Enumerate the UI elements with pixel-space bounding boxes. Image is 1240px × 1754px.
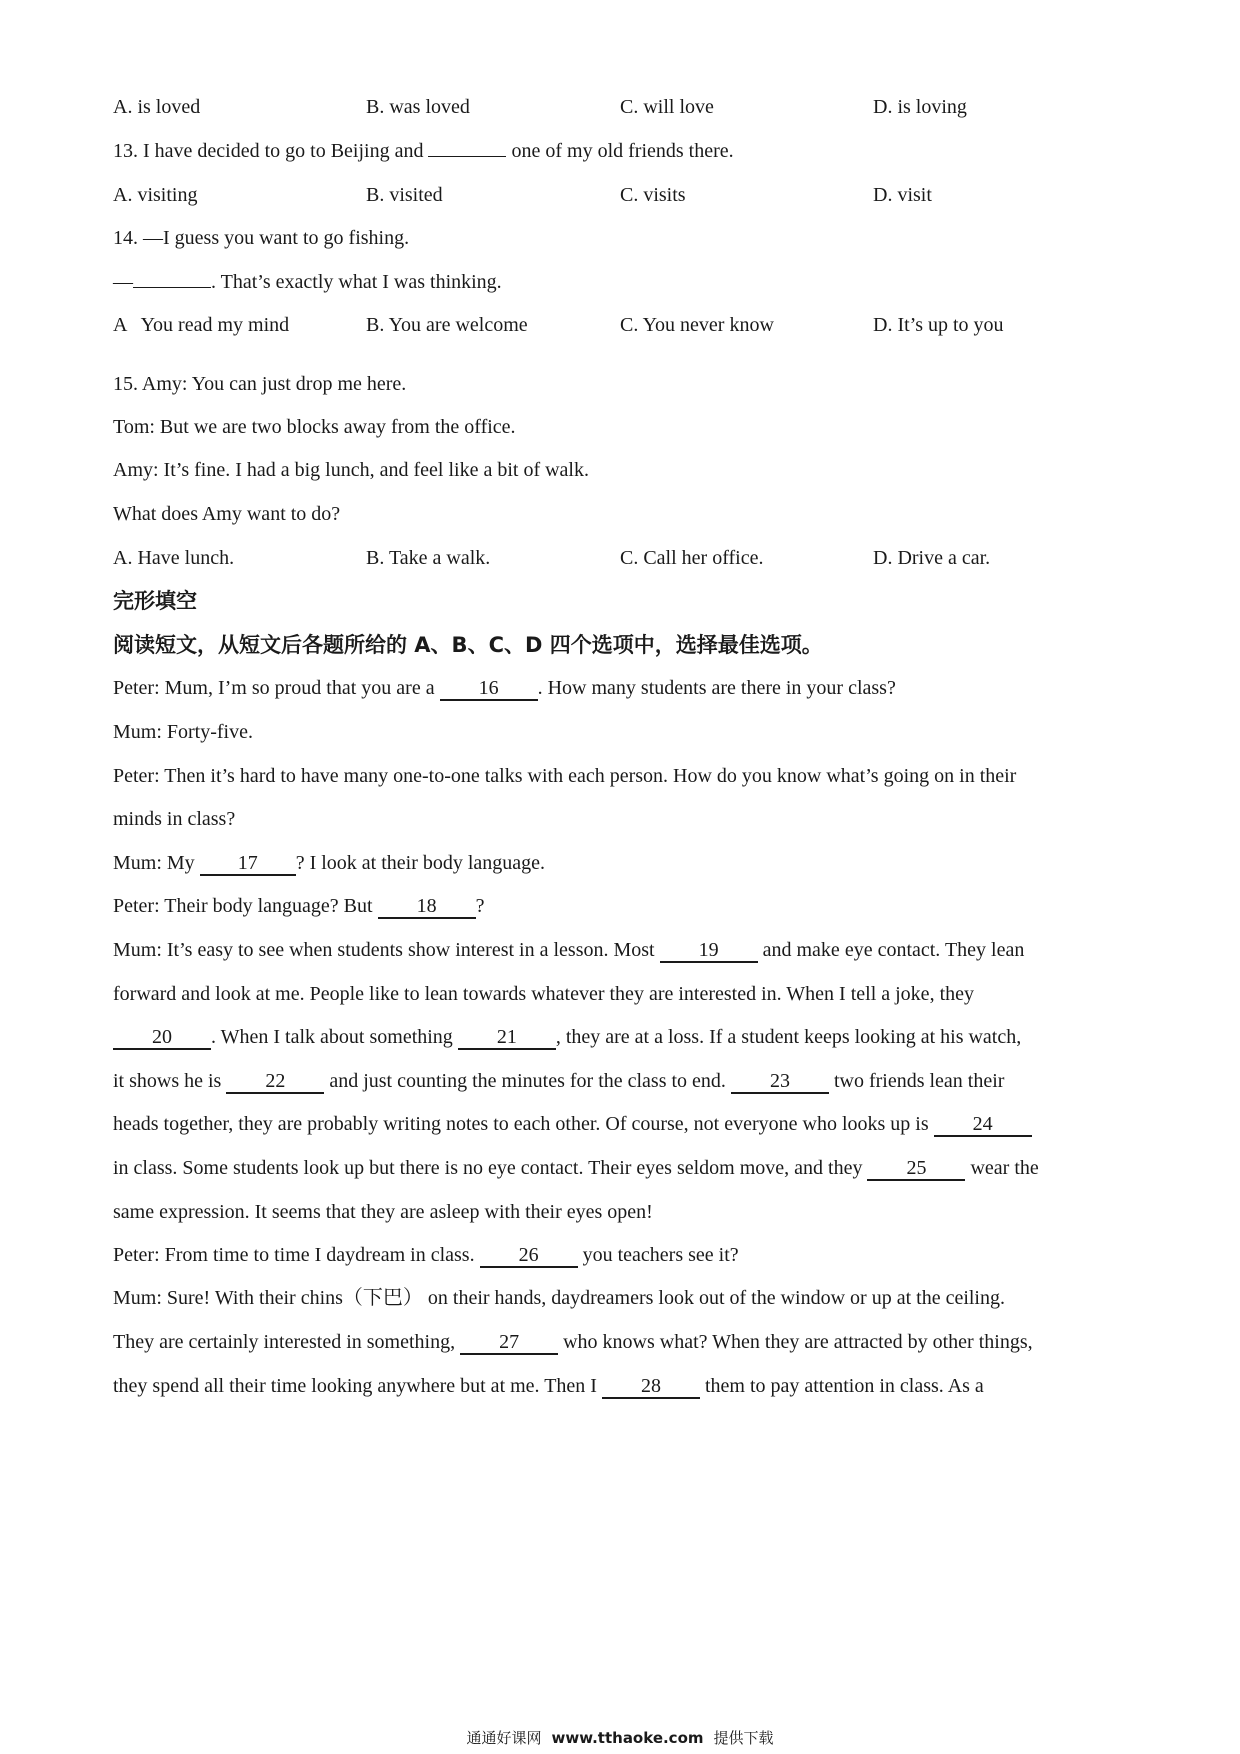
cloze-text: Peter: From time to time I daydream in class. xyxy=(113,1244,480,1266)
blank-19: 19 xyxy=(660,939,758,963)
q15-options xyxy=(113,544,1133,572)
q12-option-d: D. is loving xyxy=(873,96,967,118)
footer-download-text: 提供下载 xyxy=(713,1729,774,1747)
q15-option-c: C. Call her office. xyxy=(620,547,764,569)
q13-option-a: A. visiting xyxy=(113,184,198,206)
cloze-text: . How many students are there in your class? xyxy=(537,677,896,699)
cloze-text: ? xyxy=(475,895,485,917)
cloze-line-4: minds in class? xyxy=(113,808,236,830)
q14-option-c: C. You never know xyxy=(620,314,774,336)
cloze-text: you teachers see it? xyxy=(577,1244,739,1266)
footer-site-name: 通通好课网 xyxy=(466,1729,542,1747)
q14-dash: — xyxy=(113,271,133,293)
q12-option-a: A. is loved xyxy=(113,96,201,118)
cloze-text: two friends lean their xyxy=(828,1070,1005,1092)
blank-16: 16 xyxy=(440,677,538,701)
q14-line1: 14. —I guess you want to go fishing. xyxy=(113,227,410,249)
cloze-line-14 xyxy=(113,1241,739,1269)
blank-28: 28 xyxy=(602,1375,700,1399)
cloze-text: They are certainly interested in something, xyxy=(113,1331,461,1353)
q14-blank xyxy=(133,269,211,288)
q12-options xyxy=(113,93,1133,121)
blank-20: 20 xyxy=(113,1026,211,1050)
blank-25: 25 xyxy=(867,1157,965,1181)
q13-blank xyxy=(428,138,506,157)
cloze-line-10 xyxy=(113,1067,1004,1095)
footer-url[interactable]: www.tthaoke.com xyxy=(551,1729,704,1747)
q13-stem-text: 13. I have decided to go to Beijing and xyxy=(113,140,429,162)
cloze-line-3: Peter: Then it’s hard to have many one-to-one talks with each person. How do you know what’s going on in their xyxy=(113,765,1017,787)
q13-option-c: C. visits xyxy=(620,184,686,206)
cloze-text: Peter: Their body language? But xyxy=(113,895,378,917)
cloze-line-12 xyxy=(113,1154,1039,1182)
blank-21: 21 xyxy=(458,1026,556,1050)
cloze-line-11 xyxy=(113,1110,1032,1138)
q13-stem xyxy=(113,137,734,165)
blank-22: 22 xyxy=(226,1070,324,1094)
q15-option-b: B. Take a walk. xyxy=(366,547,491,569)
cloze-line-6 xyxy=(113,892,484,920)
q13-stem-text-after: one of my old friends there. xyxy=(506,140,734,162)
blank-23: 23 xyxy=(731,1070,829,1094)
q12-option-b: B. was loved xyxy=(366,96,470,118)
q13-option-d: D. visit xyxy=(873,184,932,206)
blank-27: 27 xyxy=(460,1331,558,1355)
cloze-text: Mum: It’s easy to see when students show interest in a lesson. Most xyxy=(113,939,660,961)
cloze-text: Peter: Mum, I’m so proud that you are a xyxy=(113,677,440,699)
cloze-line-9 xyxy=(113,1023,1021,1051)
q15-line2: Tom: But we are two blocks away from the office. xyxy=(113,416,516,438)
q15-line1: 15. Amy: You can just drop me here. xyxy=(113,373,407,395)
q14-option-a: A You read my mind xyxy=(113,314,290,336)
q15-question: What does Amy want to do? xyxy=(113,503,341,525)
blank-26: 26 xyxy=(480,1244,578,1268)
q15-line3: Amy: It’s fine. I had a big lunch, and feel like a bit of walk. xyxy=(113,459,589,481)
cloze-text: Mum: My xyxy=(113,852,200,874)
q13-option-b: B. visited xyxy=(366,184,443,206)
cloze-line-16 xyxy=(113,1328,1033,1356)
q14-line2-text: . That’s exactly what I was thinking. xyxy=(211,271,502,293)
cloze-text: wear the xyxy=(965,1157,1039,1179)
q15-option-d: D. Drive a car. xyxy=(873,547,991,569)
cloze-text: them to pay attention in class. As a xyxy=(699,1375,984,1397)
cloze-text: and just counting the minutes for the class to end. xyxy=(324,1070,731,1092)
section-instruction: 阅读短文，从短文后各题所给的 A、B、C、D 四个选项中，选择最佳选项。 xyxy=(113,633,823,657)
cloze-line-1 xyxy=(113,674,896,702)
cloze-text: and make eye contact. They lean xyxy=(757,939,1025,961)
q13-options xyxy=(113,181,1133,209)
cloze-text: . When I talk about something xyxy=(211,1026,458,1048)
cloze-text: it shows he is xyxy=(113,1070,227,1092)
section-title: 完形填空 xyxy=(113,589,197,613)
cloze-text: they spend all their time looking anywhere but at me. Then I xyxy=(113,1375,602,1397)
cloze-line-17 xyxy=(113,1372,984,1400)
cloze-line-8: forward and look at me. People like to lean towards whatever they are interested in. When I tell a joke, they xyxy=(113,983,974,1005)
q14-line2 xyxy=(113,268,502,296)
cloze-line-5 xyxy=(113,849,545,877)
blank-18: 18 xyxy=(378,895,476,919)
q14-option-b: B. You are welcome xyxy=(366,314,528,336)
cloze-line-2: Mum: Forty-five. xyxy=(113,721,253,743)
q12-option-c: C. will love xyxy=(620,96,714,118)
cloze-text: , they are at a loss. If a student keeps looking at his watch, xyxy=(555,1026,1022,1048)
cloze-line-13: same expression. It seems that they are asleep with their eyes open! xyxy=(113,1201,653,1223)
cloze-text: heads together, they are probably writing notes to each other. Of course, not everyone who looks up is xyxy=(113,1113,934,1135)
cloze-text: who knows what? When they are attracted by other things, xyxy=(558,1331,1033,1353)
cloze-line-7 xyxy=(113,936,1024,964)
cloze-line-15: Mum: Sure! With their chins（下巴） on their hands, daydreamers look out of the window or up at the ceiling. xyxy=(113,1287,1005,1309)
cloze-text: ? I look at their body language. xyxy=(295,852,546,874)
blank-24: 24 xyxy=(934,1113,1032,1137)
q14-option-d: D. It’s up to you xyxy=(873,314,1004,336)
q15-option-a: A. Have lunch. xyxy=(113,547,235,569)
page-footer xyxy=(0,1727,1240,1748)
cloze-text: in class. Some students look up but there is no eye contact. Their eyes seldom move, and they xyxy=(113,1157,868,1179)
blank-17: 17 xyxy=(200,852,296,876)
q14-options xyxy=(113,311,1133,339)
